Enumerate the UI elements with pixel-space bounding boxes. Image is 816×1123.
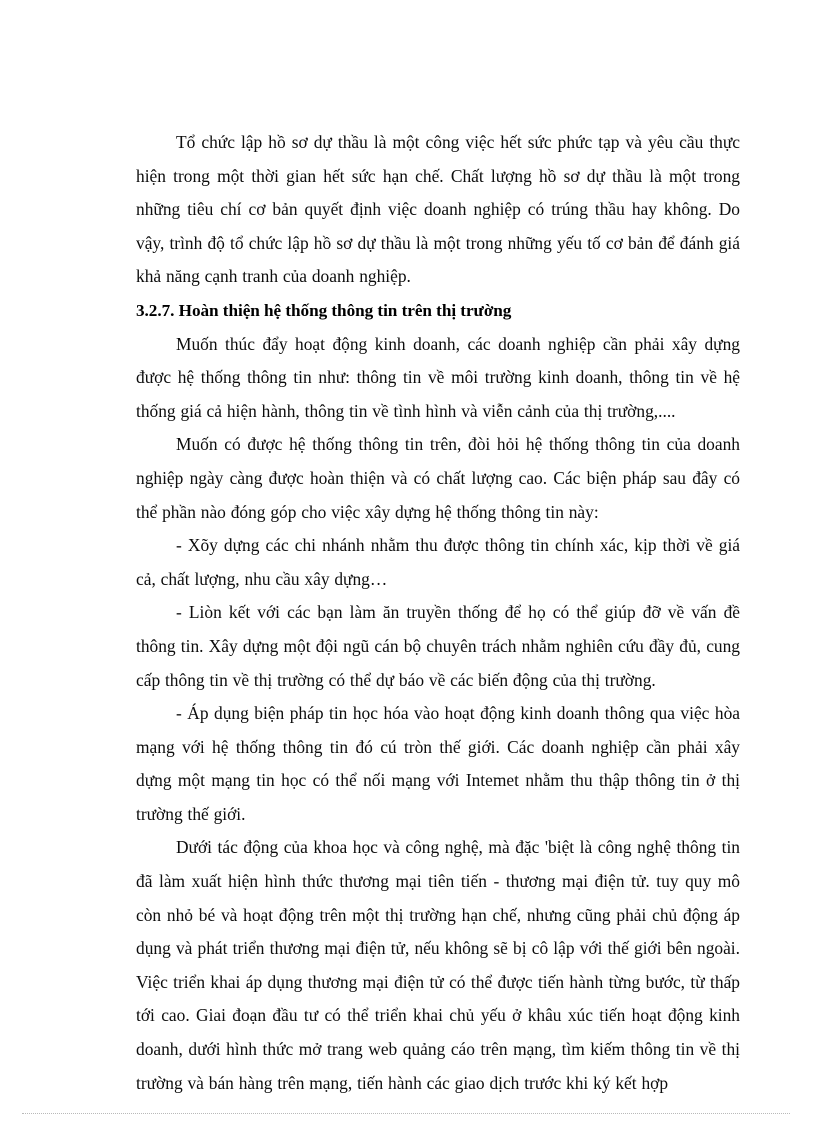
paragraph-to-chuc-lap-ho-so: Tổ chức lập hồ sơ dự thầu là một công việc hết sức phức tạp và yêu cầu thực hiện trong một thời gian hết sức hạn chế. Chất lượng hồ sơ dự thầu là một trong những tiêu chí cơ bản quyết định việc doanh nghiệp có trúng thầu hay không. Do vậy, trình độ tổ chức lập hồ sơ dự thầu là một trong những yếu tố cơ bản để đánh giá khả năng cạnh tranh của doanh nghiệp.	[136, 132, 740, 287]
paragraph-bullet-ap-dung: - Áp dụng biện pháp tin học hóa vào hoạt động kinh doanh thông qua việc hòa mạng với hệ thống thông tin đó cú tròn thế giới. Các doanh nghiệp cần phải xây dựng một mạng tin học có thể nối mạng với Intemet nhằm thu thập thông tin ở thị trường thế giới.	[136, 703, 740, 824]
paragraph-muon-co-duoc: Muốn có được hệ thống thông tin trên, đòi hỏi hệ thống thông tin của doanh nghiệp ngày càng được hoàn thiện và có chất lượng cao. Các biện pháp sau đây có thể phần nào đóng góp cho việc xây dựng hệ thống thông tin này:	[136, 434, 740, 522]
text-column	[136, 126, 740, 1100]
paragraph-bullet-lion-ket: - Liòn kết với các bạn làm ăn truyền thống để họ có thể giúp đỡ về vấn đề thông tin. Xây dựng một đội ngũ cán bộ chuyên trách nhằm nghiên cứu đầy đủ, cung cấp thông tin về thị trường có thể dự báo về các biến động của thị trường.	[136, 602, 740, 690]
footer-dotted-rule	[22, 1113, 790, 1115]
paragraph-duoi-tac-dong: Dưới tác động của khoa học và công nghệ, mà đặc 'biệt là công nghệ thông tin đã làm xuất hiện hình thức thương mại tiên tiến - thương mại điện tử. tuy quy mô còn nhỏ bé và hoạt động trên một thị trường hạn chế, nhưng cũng phải chủ động áp dụng và phát triển thương mại điện tử, nếu không sẽ bị cô lập với thế giới bên ngoài. Việc triển khai áp dụng thương mại điện tử có thể được tiến hành từng bước, từ thấp tới cao. Giai đoạn đầu tư có thể triển khai chủ yếu ở khâu xúc tiến hoạt động kinh doanh, dưới hình thức mở trang web quảng cáo trên mạng, tìm kiếm thông tin về thị trường và bán hàng trên mạng, tiến hành các giao dịch trước khi ký kết hợp	[136, 837, 740, 1093]
paragraph-bullet-xoy-dung: - Xõy dựng các chi nhánh nhằm thu được thông tin chính xác, kịp thời về giá cả, chất lượng, nhu cầu xây dựng…	[136, 535, 740, 589]
section-heading-3-2-7: 3.2.7. Hoàn thiện hệ thống thông tin trên thị trường	[136, 300, 512, 320]
paragraph-muon-thuc-day: Muốn thúc đẩy hoạt động kinh doanh, các doanh nghiệp cần phải xây dựng được hệ thống thông tin như: thông tin về môi trường kinh doanh, thông tin về hệ thống giá cả hiện hành, thông tin về tình hình và viễn cảnh của thị trường,....	[136, 333, 740, 421]
